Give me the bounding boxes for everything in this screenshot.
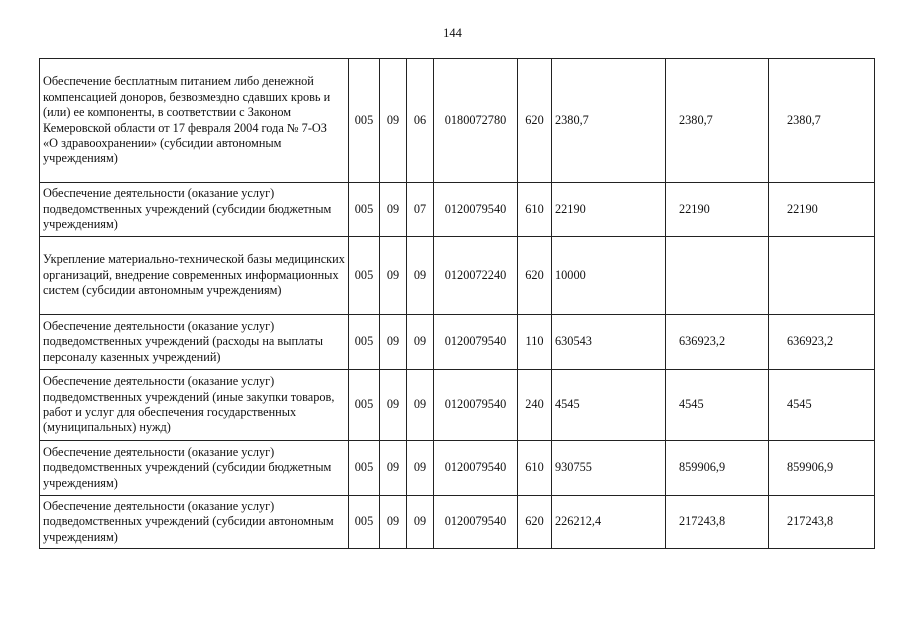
amount-1: 930755: [552, 441, 666, 496]
amount-1: 226212,4: [552, 496, 666, 549]
expense-type-code: 610: [518, 441, 552, 496]
subsection-code: 09: [407, 441, 434, 496]
amount-3: 636923,2: [769, 315, 875, 370]
table-row: [40, 370, 875, 441]
expense-type-code: 240: [518, 370, 552, 441]
amount-2: 2380,7: [666, 59, 769, 183]
table-row: [40, 183, 875, 237]
table-row: [40, 59, 875, 183]
expense-type-code: 620: [518, 59, 552, 183]
row-description: Обеспечение бесплатным питанием либо денежной компенсацией доноров, безвозмездно сдавших кровь и (или) ее компоненты, в соответствии с Законом Кемеровской области от 17 февраля 2004 года № 7-ОЗ «О здравоохранении» (субсидии автономным учреждениям): [40, 59, 349, 183]
expense-type-code: 620: [518, 496, 552, 549]
expense-type-code: 110: [518, 315, 552, 370]
amount-2: 859906,9: [666, 441, 769, 496]
section-code: 09: [380, 315, 407, 370]
row-description: Обеспечение деятельности (оказание услуг) подведомственных учреждений (субсидии бюджетным учреждениям): [40, 183, 349, 237]
ministry-code: 005: [349, 496, 380, 549]
table-row: [40, 237, 875, 315]
budget-table: [39, 58, 875, 549]
amount-3: 859906,9: [769, 441, 875, 496]
amount-3: 2380,7: [769, 59, 875, 183]
section-code: 09: [380, 496, 407, 549]
ministry-code: 005: [349, 441, 380, 496]
ministry-code: 005: [349, 183, 380, 237]
subsection-code: 07: [407, 183, 434, 237]
amount-2: [666, 237, 769, 315]
amount-3: 4545: [769, 370, 875, 441]
amount-2: 217243,8: [666, 496, 769, 549]
amount-2: 22190: [666, 183, 769, 237]
row-description: Обеспечение деятельности (оказание услуг) подведомственных учреждений (иные закупки товаров, работ и услуг для обеспечения государственных (муниципальных) нужд): [40, 370, 349, 441]
amount-2: 636923,2: [666, 315, 769, 370]
subsection-code: 09: [407, 237, 434, 315]
target-code: 0120079540: [434, 441, 518, 496]
amount-1: 10000: [552, 237, 666, 315]
expense-type-code: 610: [518, 183, 552, 237]
table-row: [40, 496, 875, 549]
target-code: 0120079540: [434, 315, 518, 370]
target-code: 0120072240: [434, 237, 518, 315]
row-description: Обеспечение деятельности (оказание услуг) подведомственных учреждений (расходы на выплаты персоналу казенных учреждений): [40, 315, 349, 370]
row-description: Обеспечение деятельности (оказание услуг) подведомственных учреждений (субсидии бюджетным учреждениям): [40, 441, 349, 496]
page-number: 144: [443, 26, 462, 40]
amount-1: 22190: [552, 183, 666, 237]
ministry-code: 005: [349, 315, 380, 370]
amount-3: 217243,8: [769, 496, 875, 549]
section-code: 09: [380, 183, 407, 237]
subsection-code: 09: [407, 496, 434, 549]
target-code: 0120079540: [434, 183, 518, 237]
section-code: 09: [380, 237, 407, 315]
row-description: Обеспечение деятельности (оказание услуг) подведомственных учреждений (субсидии автономным учреждениям): [40, 496, 349, 549]
amount-3: [769, 237, 875, 315]
ministry-code: 005: [349, 370, 380, 441]
section-code: 09: [380, 441, 407, 496]
section-code: 09: [380, 370, 407, 441]
ministry-code: 005: [349, 59, 380, 183]
expense-type-code: 620: [518, 237, 552, 315]
subsection-code: 06: [407, 59, 434, 183]
target-code: 0120079540: [434, 370, 518, 441]
table-row: [40, 441, 875, 496]
amount-3: 22190: [769, 183, 875, 237]
amount-1: 2380,7: [552, 59, 666, 183]
target-code: 0180072780: [434, 59, 518, 183]
amount-1: 4545: [552, 370, 666, 441]
subsection-code: 09: [407, 315, 434, 370]
amount-2: 4545: [666, 370, 769, 441]
target-code: 0120079540: [434, 496, 518, 549]
table-row: [40, 315, 875, 370]
amount-1: 630543: [552, 315, 666, 370]
subsection-code: 09: [407, 370, 434, 441]
ministry-code: 005: [349, 237, 380, 315]
section-code: 09: [380, 59, 407, 183]
row-description: Укрепление материально-технической базы медицинских организаций, внедрение современных информационных систем (субсидии автономным учреждениям): [40, 237, 349, 315]
